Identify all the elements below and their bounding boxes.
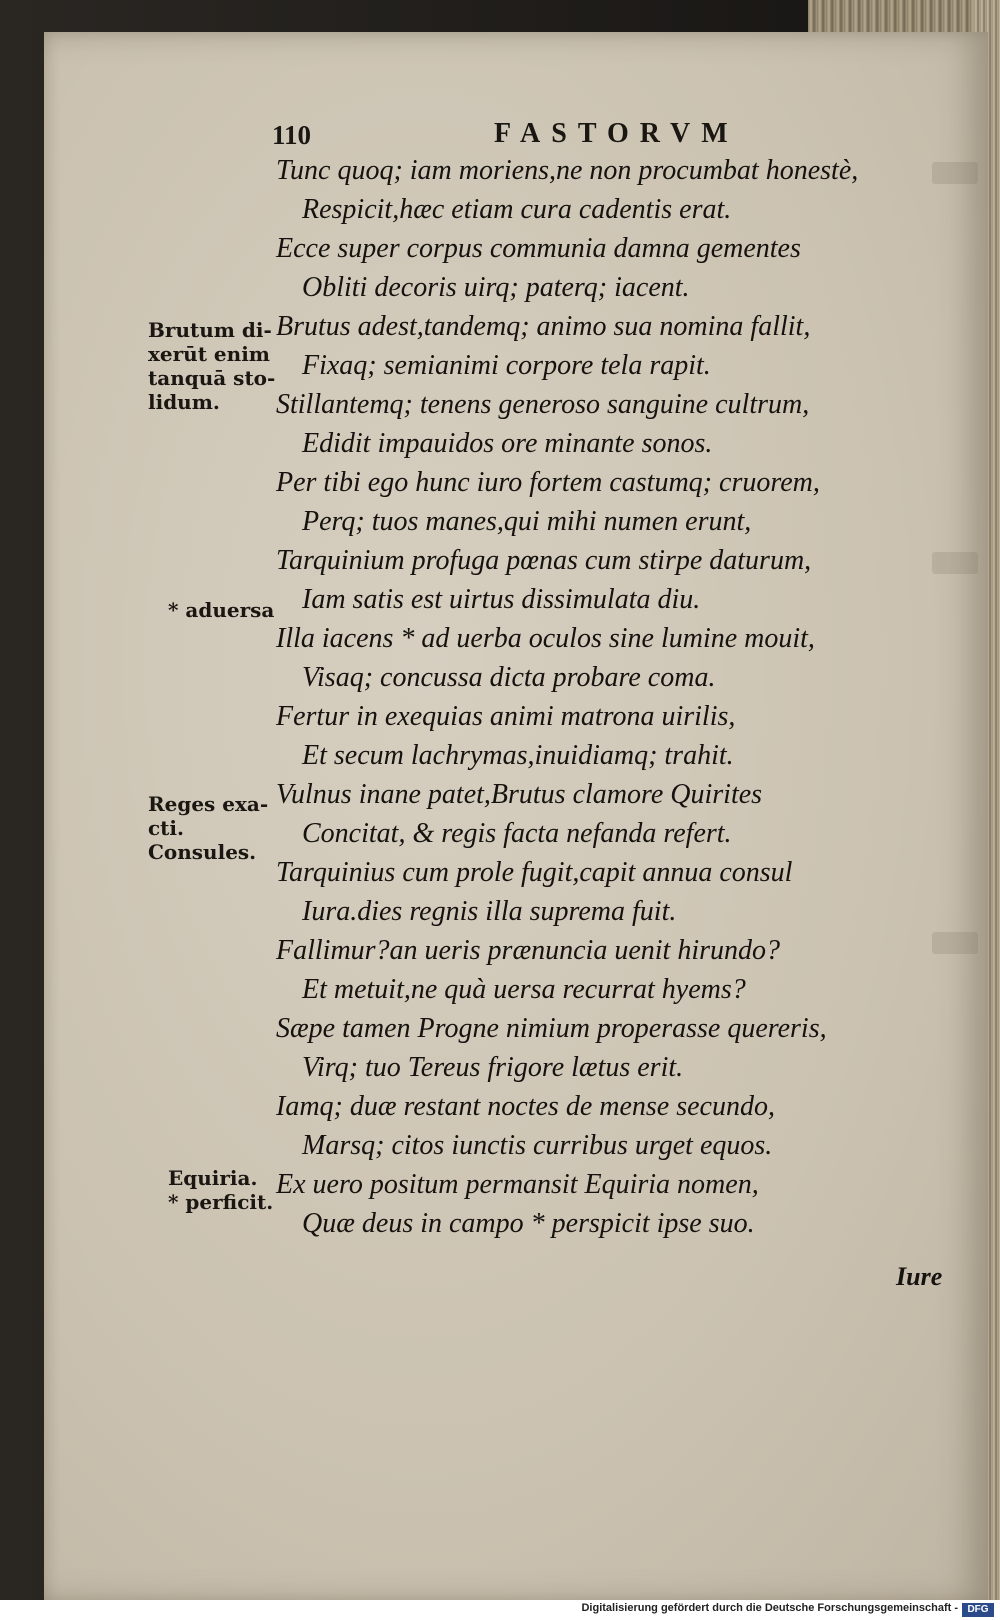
catchword: Iure [896,1262,943,1291]
verse-line: Respicit,hæc etiam cura cadentis erat. [302,194,732,225]
verse-line: Perq; tuos manes,qui mihi numen erunt, [302,506,752,537]
show-through [932,932,978,954]
digitization-footer [0,1600,1000,1620]
verse-line: Iam satis est uirtus dissimulata diu. [302,584,701,615]
verse-line: Stillantemq; tenens generoso sanguine cultrum, [276,389,810,420]
margin-note: Reges exa- cti. Consules. [148,792,269,864]
verse-line: Sæpe tamen Progne nimium properasse quereris, [276,1013,827,1044]
verse-line: Per tibi ego hunc iuro fortem castumq; cruorem, [276,467,820,498]
verse-line: Quæ deus in campo * perspicit ipse suo. [302,1208,755,1239]
verse-line: Ecce super corpus communia damna gementes [276,233,801,264]
margin-note: Equiria. * perficit. [168,1166,274,1214]
margin-note: * aduersa [168,598,275,622]
dfg-logo: DFG [962,1603,994,1617]
margin-note: Brutum di- xerūt enim tanquā sto- lidum. [148,318,276,414]
verse-line: Marsq; citos iunctis curribus urget equos. [302,1130,773,1161]
verse-line: Ex uero positum permansit Equiria nomen, [276,1169,759,1200]
page-number: 110 [272,120,312,150]
footer-credit: Digitalisierung gefördert durch die Deutsche Forschungsgemeinschaft - [581,1602,958,1614]
show-through [932,162,978,184]
page-header [272,118,792,152]
verse-line: Fallimur?an ueris prænuncia uenit hirundo? [276,935,780,966]
verse-line: Iura.dies regnis illa suprema fuit. [302,896,677,927]
running-title: FASTORVM [494,118,739,149]
verse-line: Tarquinium profuga pœnas cum stirpe daturum, [276,545,812,576]
verse-line: Obliti decoris uirq; paterq; iacent. [302,272,690,303]
verse-line: Tarquinius cum prole fugit,capit annua consul [276,857,793,888]
verse-line: Edidit impauidos ore minante sonos. [302,428,713,459]
verse-line: Vulnus inane patet,Brutus clamore Quirites [276,779,763,810]
verse-line: Tunc quoq; iam moriens,ne non procumbat honestè, [276,155,859,186]
verse-line: Et secum lachrymas,inuidiamq; trahit. [302,740,734,771]
verse-line: Iamq; duæ restant noctes de mense secundo, [276,1091,775,1122]
verse-line: Et metuit,ne quà uersa recurrat hyems? [302,974,746,1005]
verse-line: Visaq; concussa dicta probare coma. [302,662,716,693]
verse-line: Concitat, & regis facta nefanda refert. [302,818,732,849]
verse-line: Illa iacens * ad uerba oculos sine lumine mouit, [276,623,815,654]
verse-line: Fixaq; semianimi corpore tela rapit. [302,350,711,381]
verse-line: Virq; tuo Tereus frigore lætus erit. [302,1052,684,1083]
show-through [932,552,978,574]
verse-line: Fertur in exequias animi matrona uirilis, [276,701,736,732]
verse-line: Brutus adest,tandemq; animo sua nomina fallit, [276,311,811,342]
